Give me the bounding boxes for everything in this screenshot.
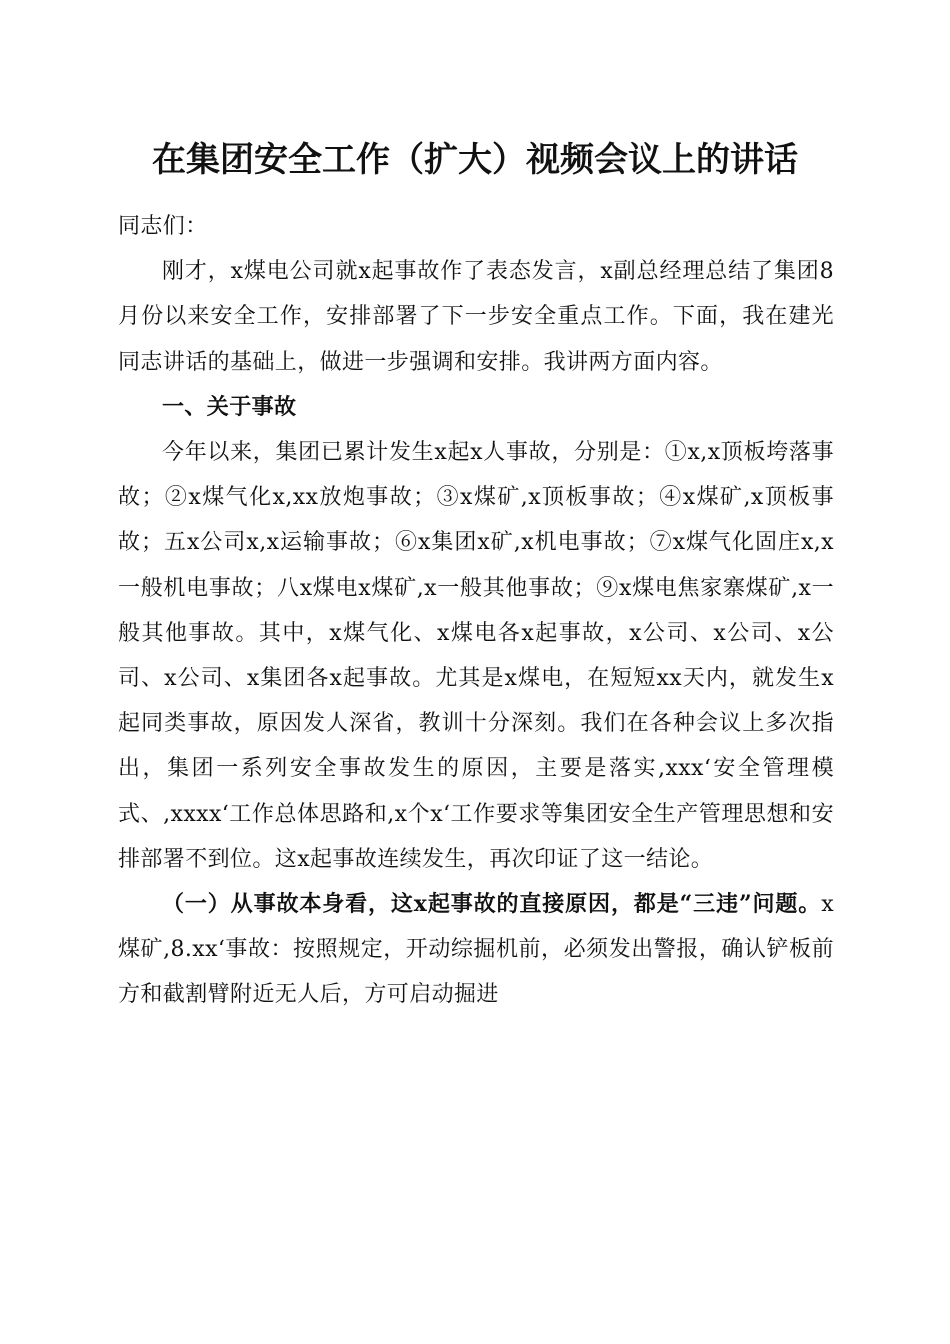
document-body (118, 204, 834, 1018)
subsection-lead: （一）从事故本身看，这x起事故的直接原因，都是“三违”问题。 (162, 891, 822, 918)
section-heading-accidents: 一、关于事故 (162, 394, 297, 420)
paragraph-subsection-1 (118, 882, 834, 1018)
document-title: 在集团安全工作（扩大）视频会议上的讲话 (152, 140, 798, 180)
paragraph-intro: 刚才，x煤电公司就x起事故作了表态发言，x副总经理总结了集团8月份以来安全工作，安排部署了下一步安全重点工作。下面，我在建光同志讲话的基础上，做进一步强调和安排。我讲两方面内容。 (118, 259, 834, 375)
subsection-text: x煤矿,8.xx‘事故：按照规定，开动综掘机前，必须发出警报，确认铲板前方和截割臂附近无人后，方可启动掘进 (118, 892, 834, 1008)
paragraph-accident-summary: 今年以来，集团已累计发生x起x人事故，分别是：①x,x顶板垮落事故；②x煤气化x,xx放炮事故；③x煤矿,x顶板事故；④x煤矿,x顶板事故；五x公司x,x运输事故；⑥x集团x矿,x机电事故；⑦x煤气化固庄x,x一般机电事故；八x煤电x煤矿,x一般其他事故；⑨x煤电焦家寨煤矿,x一般其他事故。其中，x煤气化、x煤电各x起事故，x公司、x公司、x公司、x公司、x集团各x起事故。尤其是x煤电，在短短xx天内，就发生x起同类事故，原因发人深省，教训十分深刻。我们在各种会议上多次指出，集团一系列安全事故发生的原因，主要是落实,xxx‘安全管理模式、,xxxx‘工作总体思路和,x个x‘工作要求等集团安全生产管理思想和安排部署不到位。这x起事故连续发生，再次印证了这一结论。 (118, 440, 834, 872)
salutation: 同志们： (118, 214, 208, 239)
